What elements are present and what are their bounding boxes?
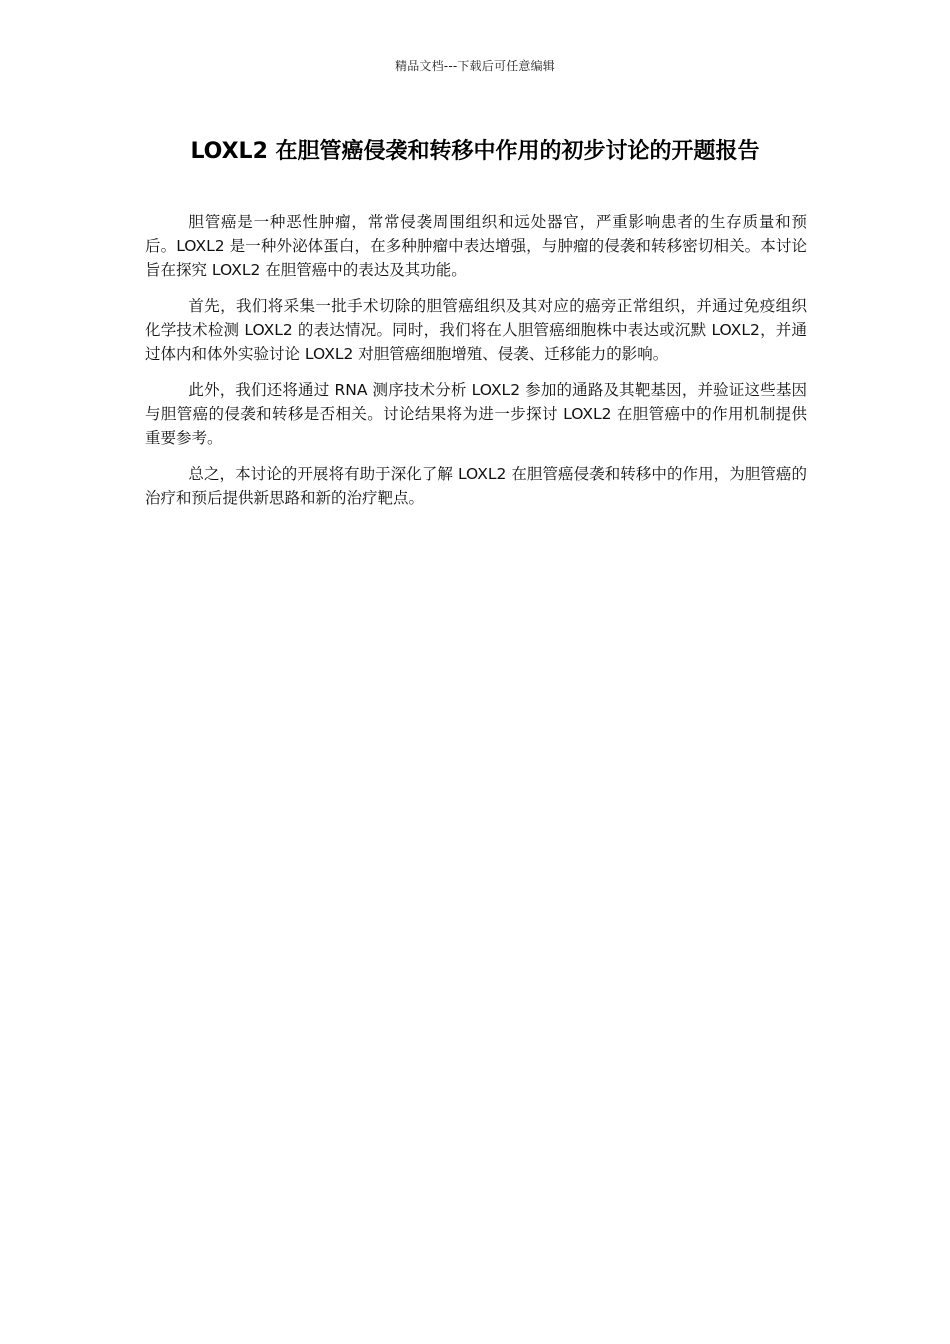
paragraph-2: 首先，我们将采集一批手术切除的胆管癌组织及其对应的癌旁正常组织，并通过免疫组织化学技术检测 LOXL2 的表达情况。同时，我们将在人胆管癌细胞株中表达或沉默 LOXL2，并通过体内和体外实验讨论 LOXL2 对胆管癌细胞增殖、侵袭、迁移能力的影响。 [145, 297, 807, 363]
paragraph-1: 胆管癌是一种恶性肿瘤，常常侵袭周围组织和远处器官，严重影响患者的生存质量和预后。LOXL2 是一种外泌体蛋白，在多种肿瘤中表达增强，与肿瘤的侵袭和转移密切相关。本讨论旨在探究 LOXL2 在胆管癌中的表达及其功能。 [145, 213, 807, 279]
paragraph-4: 总之，本讨论的开展将有助于深化了解 LOXL2 在胆管癌侵袭和转移中的作用，为胆管癌的治疗和预后提供新思路和新的治疗靶点。 [145, 465, 807, 507]
header-note: 精品文档---下载后可任意编辑 [395, 59, 555, 73]
document-title: LOXL2 在胆管癌侵袭和转移中作用的初步讨论的开题报告 [190, 139, 760, 164]
paragraph-3: 此外，我们还将通过 RNA 测序技术分析 LOXL2 参加的通路及其靶基因，并验证这些基因与胆管癌的侵袭和转移是否相关。讨论结果将为进一步探讨 LOXL2 在胆管癌中的作用机制提供重要参考。 [145, 381, 807, 447]
document-body [145, 210, 807, 522]
